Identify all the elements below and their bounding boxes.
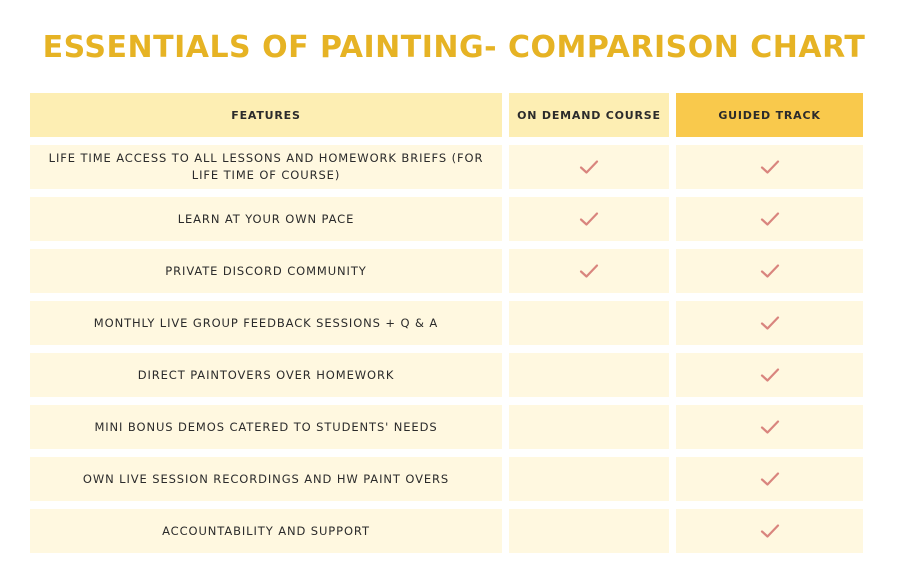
on-demand-cell xyxy=(509,249,669,293)
page-title: ESSENTIALS OF PAINTING- COMPARISON CHART xyxy=(42,30,866,65)
feature-cell: LEARN AT YOUR OWN PACE xyxy=(30,197,502,241)
feature-cell: ACCOUNTABILITY AND SUPPORT xyxy=(30,509,502,553)
checkmark-icon xyxy=(760,523,780,539)
feature-cell: LIFE TIME ACCESS TO ALL LESSONS AND HOMEWORK BRIEFS (FOR LIFE TIME OF COURSE) xyxy=(30,145,502,189)
checkmark-icon xyxy=(760,367,780,383)
checkmark-icon xyxy=(579,263,599,279)
feature-cell: OWN LIVE SESSION RECORDINGS AND HW PAINT OVERS xyxy=(30,457,502,501)
feature-cell: MONTHLY LIVE GROUP FEEDBACK SESSIONS + Q & A xyxy=(30,301,502,345)
guided-track-cell xyxy=(676,249,863,293)
checkmark-icon xyxy=(579,159,599,175)
on-demand-cell xyxy=(509,509,669,553)
guided-track-cell xyxy=(676,145,863,189)
on-demand-cell xyxy=(509,457,669,501)
header-guided-track: GUIDED TRACK xyxy=(676,93,863,137)
on-demand-cell xyxy=(509,197,669,241)
feature-cell: DIRECT PAINTOVERS OVER HOMEWORK xyxy=(30,353,502,397)
checkmark-icon xyxy=(760,419,780,435)
on-demand-cell xyxy=(509,353,669,397)
guided-track-cell xyxy=(676,197,863,241)
checkmark-icon xyxy=(760,211,780,227)
guided-track-cell xyxy=(676,301,863,345)
guided-track-cell xyxy=(676,353,863,397)
checkmark-icon xyxy=(760,471,780,487)
header-on-demand-course: ON DEMAND COURSE xyxy=(509,93,669,137)
on-demand-cell xyxy=(509,301,669,345)
guided-track-cell xyxy=(676,405,863,449)
guided-track-cell xyxy=(676,509,863,553)
on-demand-cell xyxy=(509,405,669,449)
feature-cell: MINI BONUS DEMOS CATERED TO STUDENTS' NEEDS xyxy=(30,405,502,449)
checkmark-icon xyxy=(579,211,599,227)
checkmark-icon xyxy=(760,315,780,331)
on-demand-cell xyxy=(509,145,669,189)
checkmark-icon xyxy=(760,159,780,175)
feature-cell: PRIVATE DISCORD COMMUNITY xyxy=(30,249,502,293)
header-features: FEATURES xyxy=(30,93,502,137)
checkmark-icon xyxy=(760,263,780,279)
guided-track-cell xyxy=(676,457,863,501)
